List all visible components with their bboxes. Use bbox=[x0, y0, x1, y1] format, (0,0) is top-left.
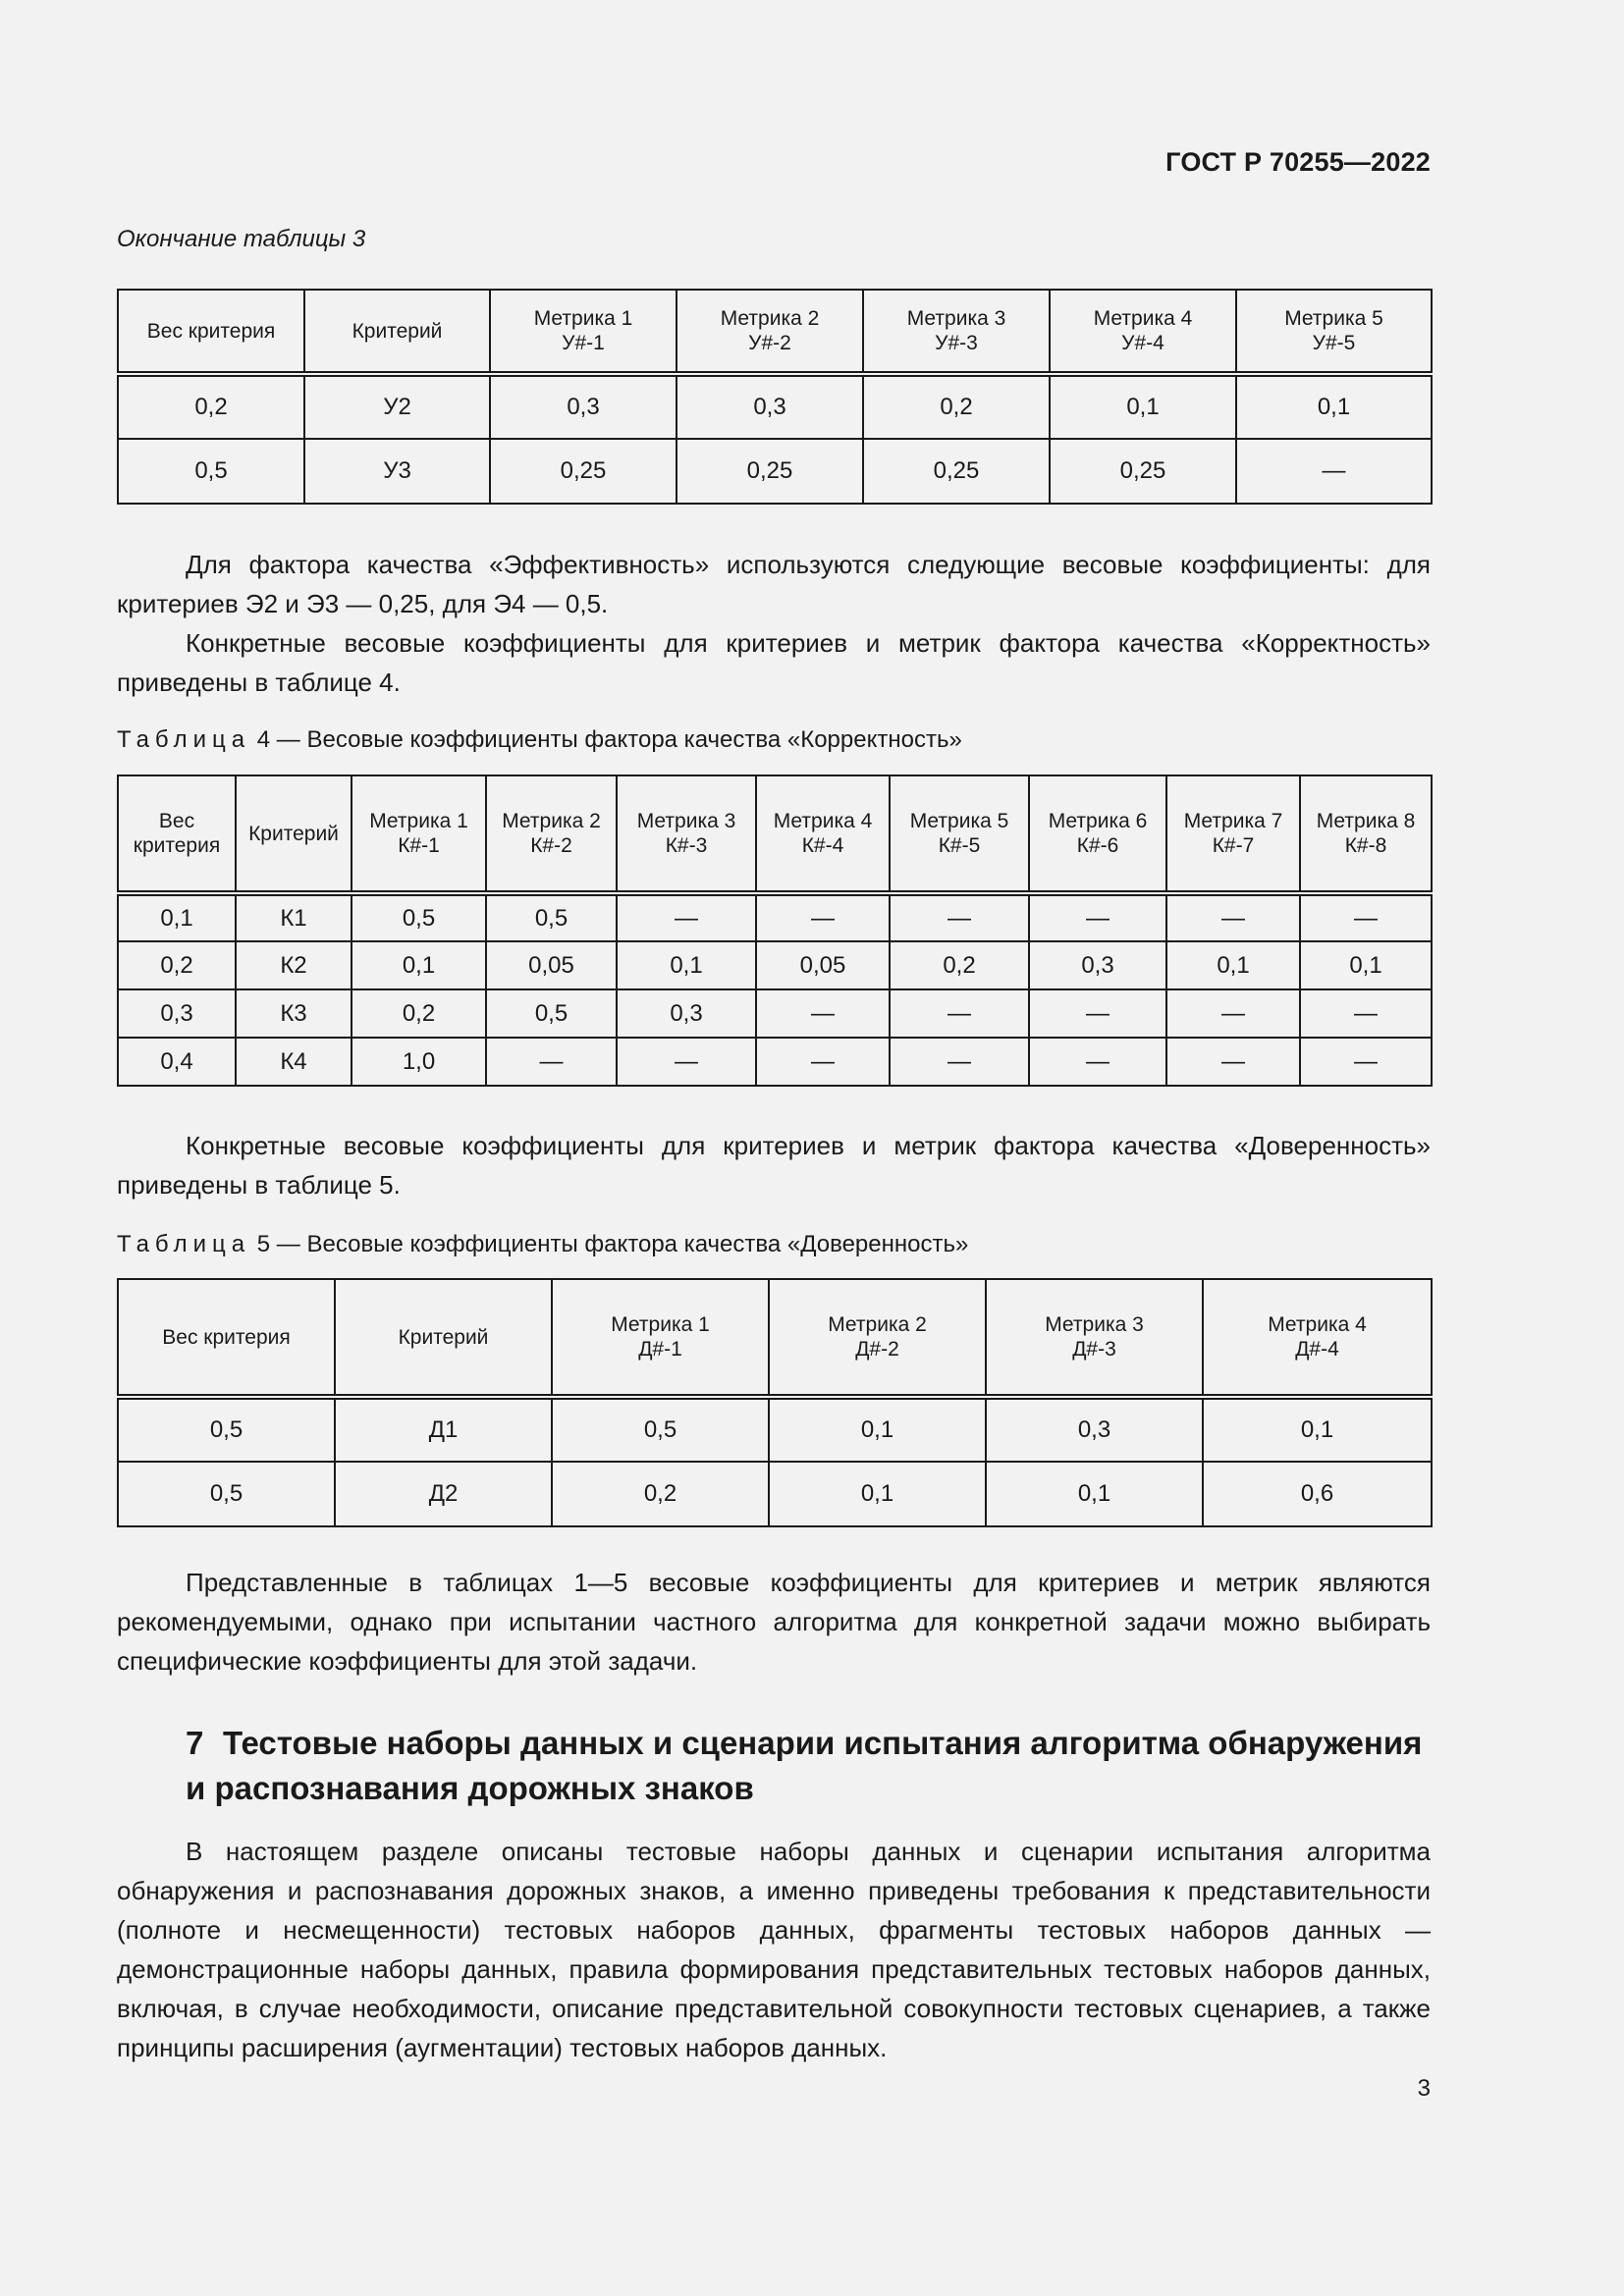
table-row bbox=[118, 1397, 1432, 1462]
table5-header-cell: Метрика 3 Д#-3 bbox=[986, 1279, 1203, 1397]
table-cell: — bbox=[1300, 893, 1432, 941]
table4-header-cell: Метрика 8 К#-8 bbox=[1300, 775, 1432, 893]
table-cell: Д2 bbox=[335, 1462, 552, 1526]
table3 bbox=[117, 289, 1433, 505]
table-cell: 0,1 bbox=[769, 1462, 986, 1526]
table-cell: 0,6 bbox=[1203, 1462, 1432, 1526]
table-cell: К3 bbox=[236, 989, 352, 1038]
table-cell: — bbox=[890, 1038, 1029, 1086]
table-cell: — bbox=[1300, 989, 1432, 1038]
table-cell: 0,1 bbox=[769, 1397, 986, 1462]
table-cell: — bbox=[1029, 893, 1166, 941]
table-cell: — bbox=[1166, 1038, 1300, 1086]
table4-header-cell: Метрика 7 К#-7 bbox=[1166, 775, 1300, 893]
table4-header-cell: Вес критерия bbox=[118, 775, 236, 893]
table-cell: — bbox=[617, 1038, 756, 1086]
table-cell: К4 bbox=[236, 1038, 352, 1086]
table-cell: У2 bbox=[304, 374, 490, 439]
table4-header-cell: Метрика 1 К#-1 bbox=[352, 775, 486, 893]
table-cell: 1,0 bbox=[352, 1038, 486, 1086]
paragraph-efficiency: Для фактора качества «Эффективность» используются следующие весовые коэффициенты: для критериев Э2 и Э3 — 0,25, для Э4 — 0,5. bbox=[117, 550, 1431, 618]
table-row bbox=[118, 439, 1432, 504]
table-cell: — bbox=[756, 989, 890, 1038]
table3-header-cell: Вес критерия bbox=[118, 290, 304, 374]
table-cell: — bbox=[1236, 439, 1432, 504]
page-number: 3 bbox=[1417, 2075, 1431, 2102]
table3-continuation-caption: Окончание таблицы 3 bbox=[117, 226, 366, 252]
table5 bbox=[117, 1278, 1433, 1527]
table-cell: 0,1 bbox=[986, 1462, 1203, 1526]
table-cell: 0,3 bbox=[1029, 941, 1166, 989]
table5-title: 5 — Весовые коэффициенты фактора качества «Доверенность» bbox=[256, 1231, 969, 1257]
table5-caption bbox=[117, 1231, 968, 1258]
table-cell: — bbox=[890, 893, 1029, 941]
table-cell: 0,3 bbox=[986, 1397, 1203, 1462]
table-cell: 0,3 bbox=[677, 374, 863, 439]
table-cell: — bbox=[1166, 893, 1300, 941]
table4-title: 4 — Весовые коэффициенты фактора качества «Корректность» bbox=[256, 726, 962, 753]
table3-header-cell: Критерий bbox=[304, 290, 490, 374]
table-cell: 0,1 bbox=[352, 941, 486, 989]
paragraph-correctness: Конкретные весовые коэффициенты для критериев и метрик фактора качества «Корректность» приведены в таблице 4. bbox=[117, 628, 1431, 697]
table4-header-row bbox=[118, 775, 1432, 893]
table-cell: 0,1 bbox=[118, 893, 236, 941]
table-cell: — bbox=[890, 989, 1029, 1038]
table-cell: К1 bbox=[236, 893, 352, 941]
table-cell: — bbox=[1166, 989, 1300, 1038]
table-cell: 0,5 bbox=[118, 1397, 335, 1462]
table-cell: 0,25 bbox=[1050, 439, 1236, 504]
table5-header-cell: Критерий bbox=[335, 1279, 552, 1397]
table4-header-cell: Критерий bbox=[236, 775, 352, 893]
table-cell: — bbox=[756, 1038, 890, 1086]
table5-header-cell: Вес критерия bbox=[118, 1279, 335, 1397]
table-cell: — bbox=[756, 893, 890, 941]
table-cell: — bbox=[486, 1038, 617, 1086]
table-cell: 0,5 bbox=[118, 1462, 335, 1526]
table-cell: 0,1 bbox=[1050, 374, 1236, 439]
table4-header-cell: Метрика 6 К#-6 bbox=[1029, 775, 1166, 893]
table-cell: 0,5 bbox=[486, 989, 617, 1038]
section-7-body: В настоящем разделе описаны тестовые наборы данных и сценарии испытания алгоритма обнаружения и распознавания дорожных знаков, а именно приведены требования к представительности (полноте и несмещенности) тестовых наборов данных, фрагменты тестовых наборов данных — демонстрационные наборы данных, правила формирования представительных тестовых наборов данных, включая, в случае необходимости, описание представительной совокупности тестовых сценариев, а также принципы расширения (аугментации) тестовых наборов данных. bbox=[117, 1837, 1431, 2062]
table-cell: 0,4 bbox=[118, 1038, 236, 1086]
table5-header-cell: Метрика 1 Д#-1 bbox=[552, 1279, 769, 1397]
table3-header-cell: Метрика 4 У#-4 bbox=[1050, 290, 1236, 374]
table-cell: 0,5 bbox=[118, 439, 304, 504]
table-cell: 0,5 bbox=[486, 893, 617, 941]
table4-caption bbox=[117, 726, 962, 754]
paragraph-recommended: Представленные в таблицах 1—5 весовые коэффициенты для критериев и метрик являются рекомендуемыми, однако при испытании частного алгоритма для конкретной задачи можно выбирать специфические коэффициенты для этой задачи. bbox=[117, 1568, 1431, 1676]
table3-header-cell: Метрика 2 У#-2 bbox=[677, 290, 863, 374]
table-cell: 0,5 bbox=[552, 1397, 769, 1462]
section-number: 7 bbox=[186, 1725, 204, 1761]
table-row bbox=[118, 893, 1432, 941]
table4-label: Таблица bbox=[117, 726, 251, 753]
table-cell: 0,05 bbox=[486, 941, 617, 989]
table-cell: 0,1 bbox=[1166, 941, 1300, 989]
table3-header-cell: Метрика 5 У#-5 bbox=[1236, 290, 1432, 374]
table-row bbox=[118, 1462, 1432, 1526]
table3-header-cell: Метрика 1 У#-1 bbox=[490, 290, 677, 374]
table5-header-cell: Метрика 4 Д#-4 bbox=[1203, 1279, 1432, 1397]
table3-header-cell: Метрика 3 У#-3 bbox=[863, 290, 1050, 374]
table3-header-row bbox=[118, 290, 1432, 374]
table-cell: 0,2 bbox=[118, 941, 236, 989]
table5-label: Таблица bbox=[117, 1231, 251, 1257]
section-title: Тестовые наборы данных и сценарии испытания алгоритма обнаружения и распознавания дорожных знаков bbox=[186, 1725, 1423, 1806]
table-cell: 0,2 bbox=[118, 374, 304, 439]
table-cell: 0,3 bbox=[490, 374, 677, 439]
table4-header-cell: Метрика 2 К#-2 bbox=[486, 775, 617, 893]
table-cell: 0,3 bbox=[617, 989, 756, 1038]
table4-header-cell: Метрика 5 К#-5 bbox=[890, 775, 1029, 893]
table-cell: 0,5 bbox=[352, 893, 486, 941]
paragraph-trust: Конкретные весовые коэффициенты для критериев и метрик фактора качества «Доверенность» приведены в таблице 5. bbox=[117, 1131, 1431, 1200]
table-cell: 0,3 bbox=[118, 989, 236, 1038]
table-cell: 0,2 bbox=[863, 374, 1050, 439]
table-cell: 0,1 bbox=[1236, 374, 1432, 439]
table-row bbox=[118, 941, 1432, 989]
table4-header-cell: Метрика 4 К#-4 bbox=[756, 775, 890, 893]
table-cell: 0,2 bbox=[890, 941, 1029, 989]
table-cell: 0,1 bbox=[1300, 941, 1432, 989]
table5-header-cell: Метрика 2 Д#-2 bbox=[769, 1279, 986, 1397]
table-cell: — bbox=[1300, 1038, 1432, 1086]
table-row bbox=[118, 1038, 1432, 1086]
table4 bbox=[117, 774, 1433, 1087]
table-cell: 0,25 bbox=[490, 439, 677, 504]
table5-header-row bbox=[118, 1279, 1432, 1397]
table-cell: 0,25 bbox=[677, 439, 863, 504]
section-7-heading bbox=[186, 1721, 1431, 1811]
table4-header-cell: Метрика 3 К#-3 bbox=[617, 775, 756, 893]
table-row bbox=[118, 374, 1432, 439]
table-cell: 0,2 bbox=[352, 989, 486, 1038]
table-cell: 0,1 bbox=[1203, 1397, 1432, 1462]
table-cell: 0,1 bbox=[617, 941, 756, 989]
table-row bbox=[118, 989, 1432, 1038]
table-cell: — bbox=[1029, 1038, 1166, 1086]
table-cell: 0,2 bbox=[552, 1462, 769, 1526]
table-cell: — bbox=[1029, 989, 1166, 1038]
page-header: ГОСТ Р 70255—2022 bbox=[1165, 147, 1431, 177]
table-cell: Д1 bbox=[335, 1397, 552, 1462]
table-cell: У3 bbox=[304, 439, 490, 504]
table-cell: 0,05 bbox=[756, 941, 890, 989]
table-cell: — bbox=[617, 893, 756, 941]
table-cell: 0,25 bbox=[863, 439, 1050, 504]
table-cell: К2 bbox=[236, 941, 352, 989]
